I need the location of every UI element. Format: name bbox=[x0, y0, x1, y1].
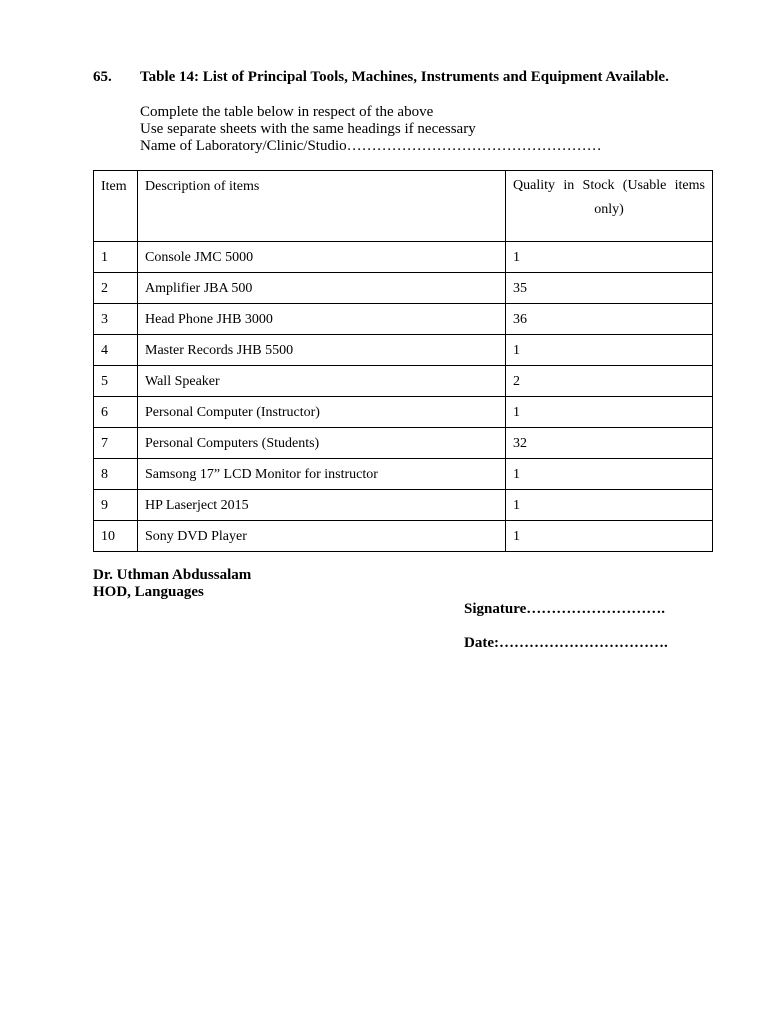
date-field: Date:……………………………. bbox=[464, 635, 668, 651]
cell-item: 1 bbox=[94, 242, 138, 273]
table-row bbox=[94, 397, 713, 428]
cell-quantity: 1 bbox=[506, 521, 713, 552]
cell-description: Head Phone JHB 3000 bbox=[138, 304, 506, 335]
table-header-row bbox=[94, 171, 713, 242]
cell-item: 9 bbox=[94, 490, 138, 521]
cell-item: 7 bbox=[94, 428, 138, 459]
cell-item: 3 bbox=[94, 304, 138, 335]
cell-item: 5 bbox=[94, 366, 138, 397]
cell-item: 4 bbox=[94, 335, 138, 366]
signatory-role: HOD, Languages bbox=[93, 584, 204, 600]
cell-description: Sony DVD Player bbox=[138, 521, 506, 552]
cell-description: Console JMC 5000 bbox=[138, 242, 506, 273]
header-description: Description of items bbox=[138, 171, 506, 242]
instruction-line: Complete the table below in respect of the above bbox=[140, 104, 434, 120]
cell-description: Wall Speaker bbox=[138, 366, 506, 397]
cell-description: Personal Computers (Students) bbox=[138, 428, 506, 459]
table-title: Table 14: List of Principal Tools, Machines, Instruments and Equipment Available. bbox=[140, 69, 669, 85]
laboratory-name-field: Name of Laboratory/Clinic/Studio…………………………………………… bbox=[140, 138, 602, 154]
table-row bbox=[94, 490, 713, 521]
table-row bbox=[94, 521, 713, 552]
table-row bbox=[94, 366, 713, 397]
header-quantity: Quality in Stock (Usable items only) bbox=[506, 171, 713, 242]
section-number: 65. bbox=[93, 69, 112, 85]
cell-quantity: 2 bbox=[506, 366, 713, 397]
cell-quantity: 1 bbox=[506, 459, 713, 490]
cell-item: 10 bbox=[94, 521, 138, 552]
equipment-table bbox=[93, 170, 713, 552]
signatory-name: Dr. Uthman Abdussalam bbox=[93, 567, 252, 583]
table-row bbox=[94, 304, 713, 335]
cell-description: Personal Computer (Instructor) bbox=[138, 397, 506, 428]
cell-description: Master Records JHB 5500 bbox=[138, 335, 506, 366]
cell-quantity: 32 bbox=[506, 428, 713, 459]
instruction-line: Use separate sheets with the same headings if necessary bbox=[140, 121, 476, 137]
cell-item: 8 bbox=[94, 459, 138, 490]
header-item: Item bbox=[94, 171, 138, 242]
cell-item: 6 bbox=[94, 397, 138, 428]
cell-description: HP Laserject 2015 bbox=[138, 490, 506, 521]
table-row bbox=[94, 459, 713, 490]
table-row bbox=[94, 273, 713, 304]
table-row bbox=[94, 242, 713, 273]
cell-description: Amplifier JBA 500 bbox=[138, 273, 506, 304]
cell-quantity: 1 bbox=[506, 335, 713, 366]
cell-quantity: 36 bbox=[506, 304, 713, 335]
cell-item: 2 bbox=[94, 273, 138, 304]
cell-quantity: 1 bbox=[506, 397, 713, 428]
cell-quantity: 1 bbox=[506, 490, 713, 521]
table-row bbox=[94, 428, 713, 459]
cell-description: Samsong 17” LCD Monitor for instructor bbox=[138, 459, 506, 490]
cell-quantity: 1 bbox=[506, 242, 713, 273]
signature-field: Signature………………………. bbox=[464, 601, 665, 617]
cell-quantity: 35 bbox=[506, 273, 713, 304]
table-row bbox=[94, 335, 713, 366]
